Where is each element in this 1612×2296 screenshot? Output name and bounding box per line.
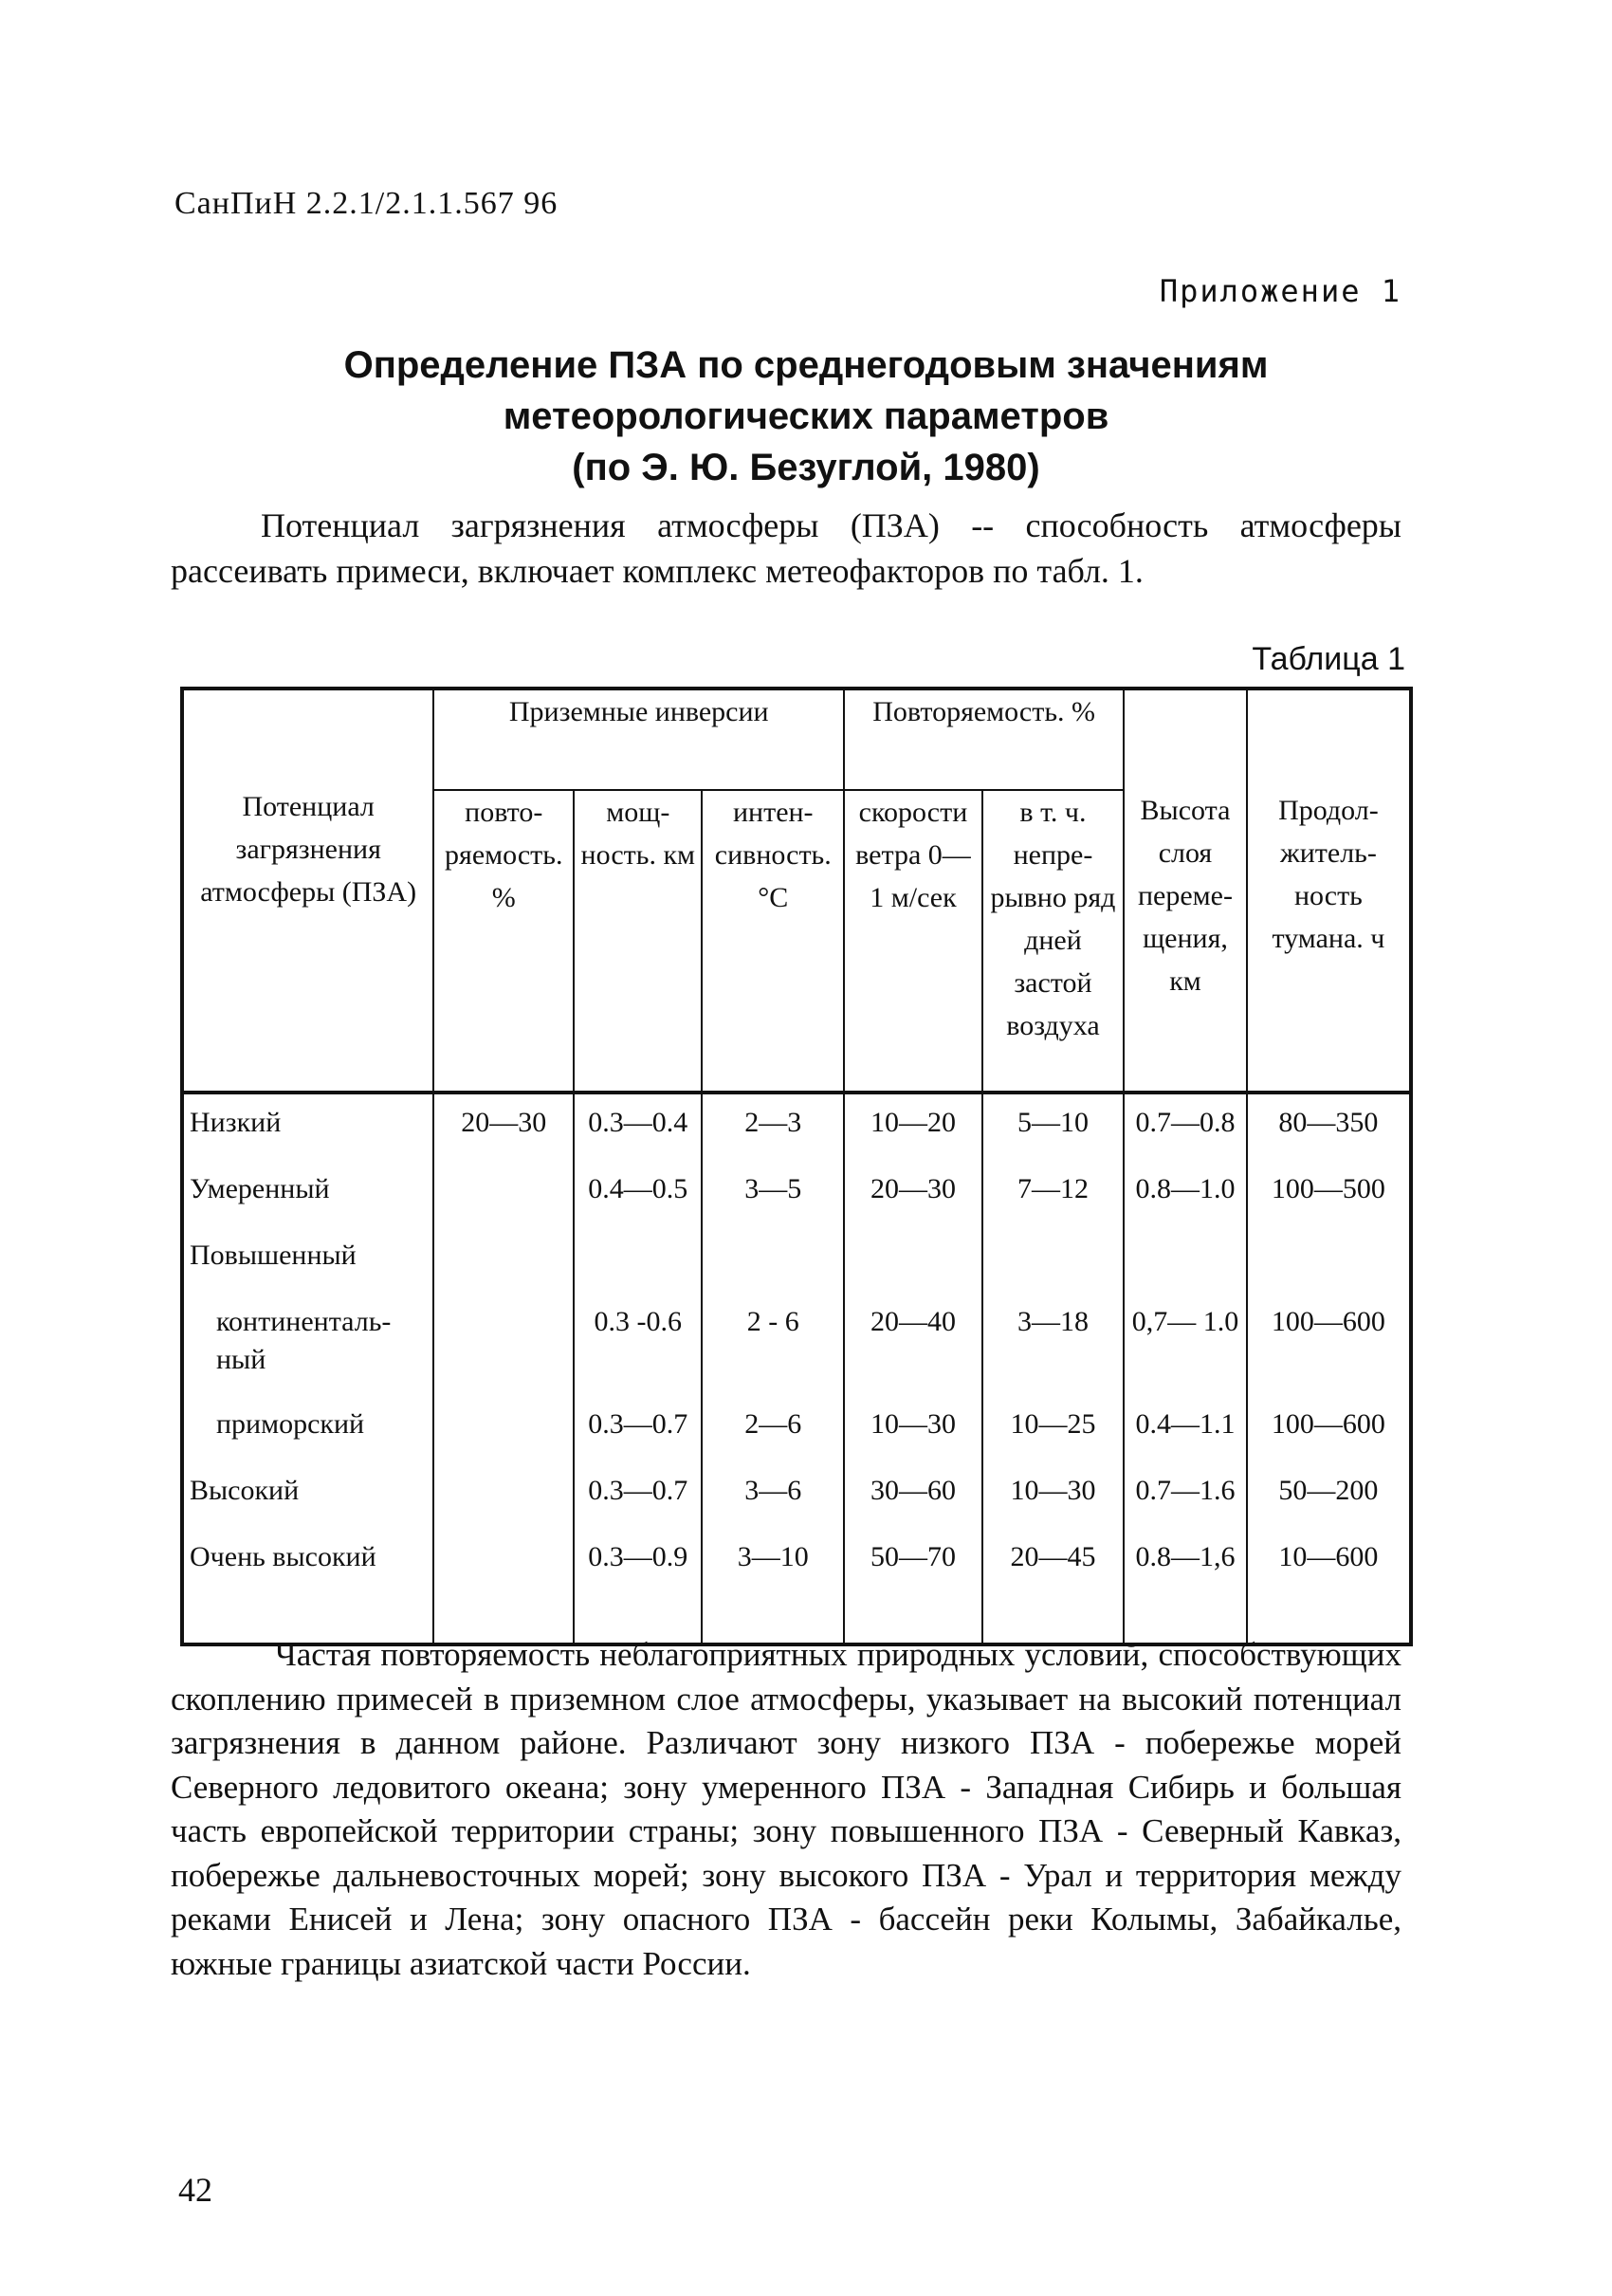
cell-fog-duration: 80—350 xyxy=(1247,1093,1411,1161)
row-name: Низкий xyxy=(182,1093,433,1161)
cell-wind-speed xyxy=(844,1227,982,1294)
header-ground-inversions: Приземные инверсии xyxy=(433,689,844,790)
header-inversion-frequency: повто-ряемость. % xyxy=(433,790,574,1093)
appendix-label: Приложение 1 xyxy=(1159,273,1401,309)
pza-table xyxy=(180,687,1413,1646)
cell-inversion-frequency: 20—30 xyxy=(433,1093,574,1161)
table-row xyxy=(182,1529,1411,1644)
table-row xyxy=(182,1396,1411,1462)
cell-inversion-intensity: 2—3 xyxy=(702,1093,844,1161)
header-frequency: Повторяемость. % xyxy=(844,689,1124,790)
cell-fog-duration: 50—200 xyxy=(1247,1462,1411,1529)
row-name: Повышенный xyxy=(182,1227,433,1294)
cell-mixing-height: 0.8—1.0 xyxy=(1124,1161,1247,1227)
cell-stagnation: 10—25 xyxy=(982,1396,1124,1462)
cell-fog-duration xyxy=(1247,1227,1411,1294)
cell-inversion-thickness: 0.3—0.7 xyxy=(574,1462,702,1529)
table-row xyxy=(182,1161,1411,1227)
page-number: 42 xyxy=(178,2171,212,2209)
document-code: СанПиН 2.2.1/2.1.1.567 96 xyxy=(174,186,559,221)
cell-fog-duration: 10—600 xyxy=(1247,1529,1411,1644)
cell-wind-speed: 30—60 xyxy=(844,1462,982,1529)
header-wind-speed: скорости ветра 0—1 м/сек xyxy=(844,790,982,1093)
cell-stagnation xyxy=(982,1227,1124,1294)
cell-inversion-thickness: 0.4—0.5 xyxy=(574,1161,702,1227)
cell-inversion-frequency xyxy=(433,1462,574,1529)
table-row xyxy=(182,1093,1411,1161)
cell-inversion-thickness: 0.3 -0.6 xyxy=(574,1294,702,1396)
cell-inversion-frequency xyxy=(433,1161,574,1227)
pza-table-container xyxy=(180,687,1413,1646)
cell-mixing-height: 0.4—1.1 xyxy=(1124,1396,1247,1462)
cell-stagnation: 3—18 xyxy=(982,1294,1124,1396)
cell-inversion-intensity xyxy=(702,1227,844,1294)
header-pza: Потенциал загрязнения атмосферы (ПЗА) xyxy=(182,689,433,1093)
page-title xyxy=(171,340,1441,493)
row-name: Высокий xyxy=(182,1462,433,1529)
row-name: Умеренный xyxy=(182,1161,433,1227)
intro-paragraph: Потенциал загрязнения атмосферы (ПЗА) -- способность атмосферы рассеивать примеси, включает комплекс метеофакторов по табл. 1. xyxy=(171,506,1401,590)
cell-inversion-intensity: 2 - 6 xyxy=(702,1294,844,1396)
table-caption: Таблица 1 xyxy=(1252,641,1405,677)
cell-inversion-intensity: 2—6 xyxy=(702,1396,844,1462)
cell-inversion-frequency xyxy=(433,1396,574,1462)
cell-inversion-thickness: 0.3—0.9 xyxy=(574,1529,702,1644)
table-row xyxy=(182,1227,1411,1294)
cell-inversion-frequency xyxy=(433,1529,574,1644)
cell-mixing-height: 0.7—0.8 xyxy=(1124,1093,1247,1161)
table-row xyxy=(182,1462,1411,1529)
title-line-3: (по Э. Ю. Безуглой, 1980) xyxy=(572,447,1040,488)
cell-stagnation: 20—45 xyxy=(982,1529,1124,1644)
cell-mixing-height: 0.7—1.6 xyxy=(1124,1462,1247,1529)
cell-mixing-height: 0.8—1,6 xyxy=(1124,1529,1247,1644)
cell-inversion-thickness xyxy=(574,1227,702,1294)
row-name: континенталь-ный xyxy=(182,1294,433,1396)
cell-fog-duration: 100—600 xyxy=(1247,1294,1411,1396)
cell-wind-speed: 10—30 xyxy=(844,1396,982,1462)
cell-inversion-frequency xyxy=(433,1227,574,1294)
cell-stagnation: 10—30 xyxy=(982,1462,1124,1529)
body-paragraph: Частая повторяемость неблагоприятных природных условий, способствующих скоплению примесей в приземном слое атмосферы, указывает на высокий потенциал загрязнения в данном районе. Различают зону низкого ПЗА - побережье морей Северного ледовитого океана; зону умеренного ПЗА - Западная Сибирь и большая часть европейской территории страны; зону повышенного ПЗА - Северный Кавказ, побережье дальневосточных морей; зону высокого ПЗА - Урал и территория между реками Енисей и Лена; зону опасного ПЗА - бассейн реки Колымы, Забайкалье, южные границы азиатской части России. xyxy=(171,1636,1401,1982)
cell-fog-duration: 100—600 xyxy=(1247,1396,1411,1462)
header-inversion-thickness: мощ-ность. км xyxy=(574,790,702,1093)
cell-mixing-height xyxy=(1124,1227,1247,1294)
cell-inversion-intensity: 3—10 xyxy=(702,1529,844,1644)
title-line-2: метеорологических параметров xyxy=(503,395,1109,437)
cell-wind-speed: 10—20 xyxy=(844,1093,982,1161)
cell-inversion-intensity: 3—6 xyxy=(702,1462,844,1529)
cell-inversion-intensity: 3—5 xyxy=(702,1161,844,1227)
cell-stagnation: 5—10 xyxy=(982,1093,1124,1161)
cell-mixing-height: 0,7— 1.0 xyxy=(1124,1294,1247,1396)
header-mixing-height: Высота слоя переме-щения, км xyxy=(1124,689,1247,1093)
row-name: Очень высокий xyxy=(182,1529,433,1644)
header-inversion-intensity: интен-сивность. °С xyxy=(702,790,844,1093)
table-row xyxy=(182,1294,1411,1396)
cell-inversion-thickness: 0.3—0.4 xyxy=(574,1093,702,1161)
header-fog-duration: Продол-житель-ность тумана. ч xyxy=(1247,689,1411,1093)
cell-inversion-thickness: 0.3—0.7 xyxy=(574,1396,702,1462)
title-line-1: Определение ПЗА по среднегодовым значениям xyxy=(343,344,1269,386)
header-stagnation: в т. ч. непре-рывно ряд дней застой воздуха xyxy=(982,790,1124,1093)
cell-wind-speed: 20—30 xyxy=(844,1161,982,1227)
cell-fog-duration: 100—500 xyxy=(1247,1161,1411,1227)
cell-wind-speed: 20—40 xyxy=(844,1294,982,1396)
row-name: приморский xyxy=(182,1396,433,1462)
cell-stagnation: 7—12 xyxy=(982,1161,1124,1227)
cell-inversion-frequency xyxy=(433,1294,574,1396)
cell-wind-speed: 50—70 xyxy=(844,1529,982,1644)
